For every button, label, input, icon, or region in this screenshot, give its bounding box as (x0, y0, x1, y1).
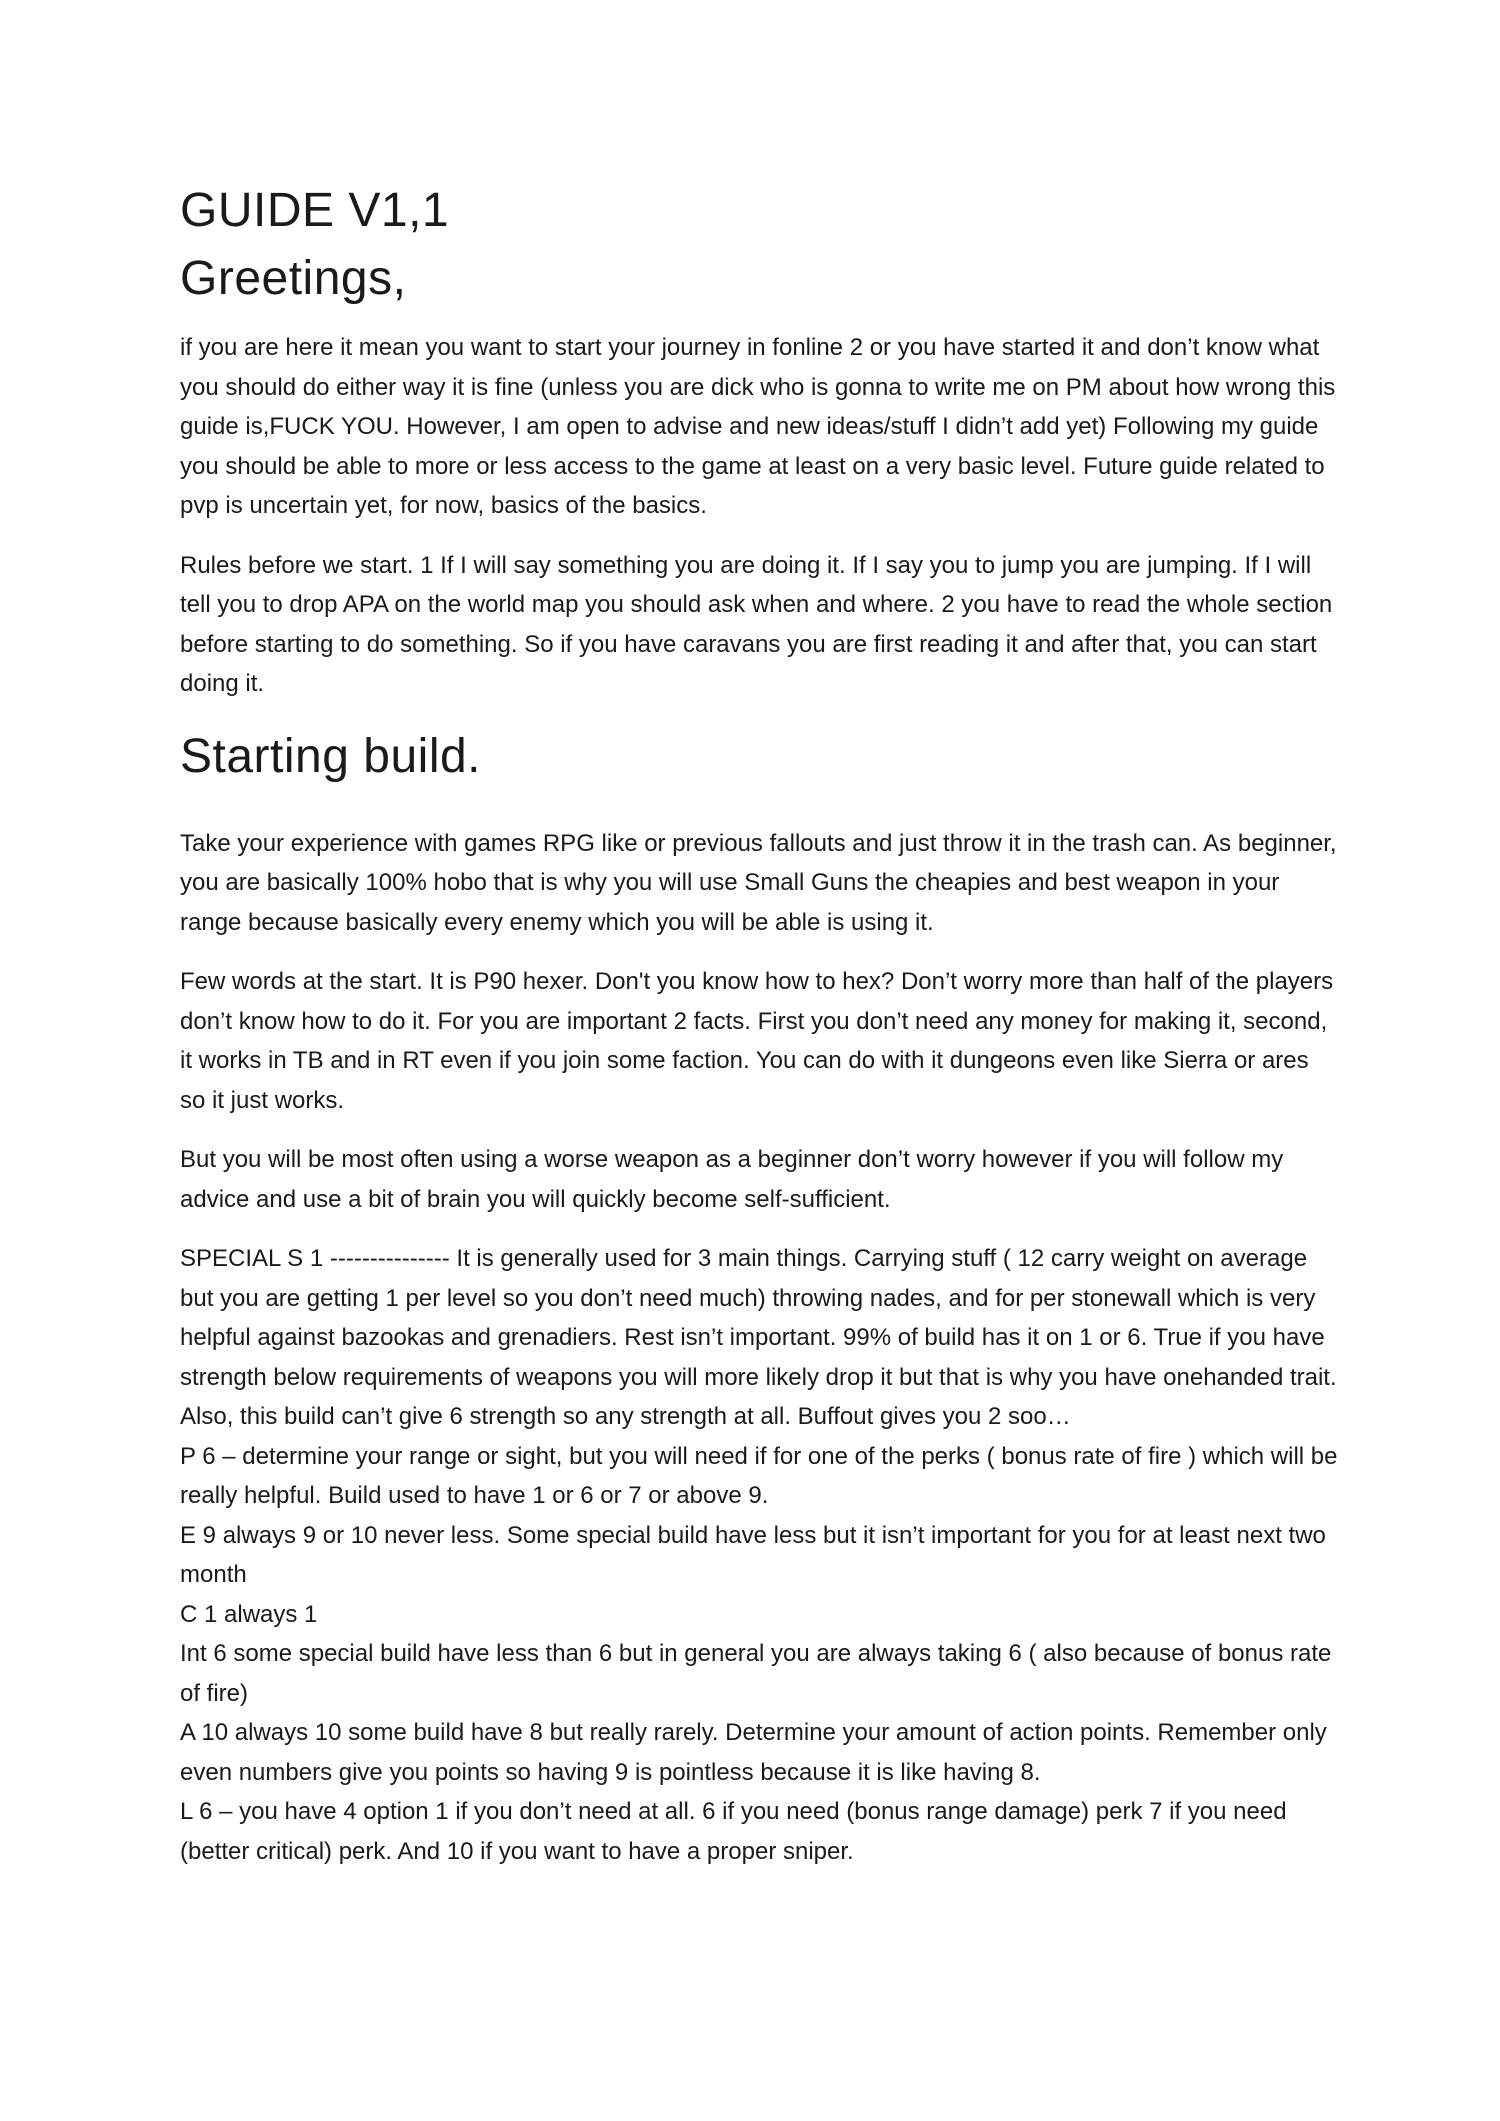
paragraph: Take your experience with games RPG like or previous fallouts and just throw it in the trash can. As beginner, you are basically 100% hobo that is why you will use Small Guns the cheapies and best weapon in your range because basically every enemy which you will be able is using it. (180, 829, 1337, 936)
special-agility: A 10 always 10 some build have 8 but really rarely. Determine your amount of action points. Remember only even numbers give you points so having 9 is pointless because it is like having 8. (180, 1719, 1327, 1786)
special-perception: P 6 – determine your range or sight, but you will need if for one of the perks ( bonus rate of fire ) which will be really helpful. Build used to have 1 or 6 or 7 or above 9. (180, 1442, 1338, 1509)
rules-paragraph: Rules before we start. 1 If I will say something you are doing it. If I say you to jump you are jumping. If I will tell you to drop APA on the world map you should ask when and where. 2 you have to read the whole section before starting to do something. So if you have caravans you are first reading it and after that, you can start doing it. (180, 551, 1333, 697)
paragraph: But you will be most often using a worse weapon as a beginner don’t worry however if you will follow my advice and use a bit of brain you will quickly become self-sufficient. (180, 1146, 1284, 1213)
special-charisma: C 1 always 1 (180, 1600, 318, 1628)
intro-paragraph: if you are here it mean you want to start your journey in fonline 2 or you have started it and don’t know what you should do either way it is fine (unless you are dick who is gonna to write me on PM about how wrong this guide is,FUCK YOU. However, I am open to advise and new ideas/stuff I didn’t add yet) Following my guide you should be able to more or less access to the game at least on a very basic level. Future guide related to pvp is uncertain yet, for now, basics of the basics. (180, 334, 1336, 519)
document-page (180, 180, 1340, 1871)
paragraph: Few words at the start. It is P90 hexer. Don't you know how to hex? Don’t worry more than half of the players don’t know how to do it. For you are important 2 facts. First you don’t need any money for making it, second, it works in TB and in RT even if you join some faction. You can do with it dungeons even like Sierra or ares so it just works. (180, 968, 1334, 1114)
section-heading-starting-build: Starting build. (180, 729, 482, 783)
greeting-heading: Greetings, (180, 252, 407, 305)
special-strength: SPECIAL S 1 --------------- It is generally used for 3 main things. Carrying stuff ( 12 carry weight on average but you are getting 1 per level so you don’t need much) throwing nades, and for per stonewall which is very helpful against bazookas and grenadiers. Rest isn’t important. 99% of build has it on 1 or 6. True if you have strength below requirements of weapons you will more likely drop it but that is why you have onehanded trait. Also, this build can’t give 6 strength so any strength at all. Buffout gives you 2 soo… (180, 1245, 1337, 1430)
document-title: GUIDE V1,1 (180, 184, 450, 237)
special-intelligence: Int 6 some special build have less than 6 but in general you are always taking 6 ( also because of bonus rate of fire) (180, 1640, 1332, 1707)
special-endurance: E 9 always 9 or 10 never less. Some special build have less but it isn’t important for you for at least next two month (180, 1521, 1326, 1588)
special-stats-list (180, 1239, 1340, 1871)
special-luck: L 6 – you have 4 option 1 if you don’t need at all. 6 if you need (bonus range damage) perk 7 if you need (better critical) perk. And 10 if you want to have a proper sniper. (180, 1798, 1287, 1865)
